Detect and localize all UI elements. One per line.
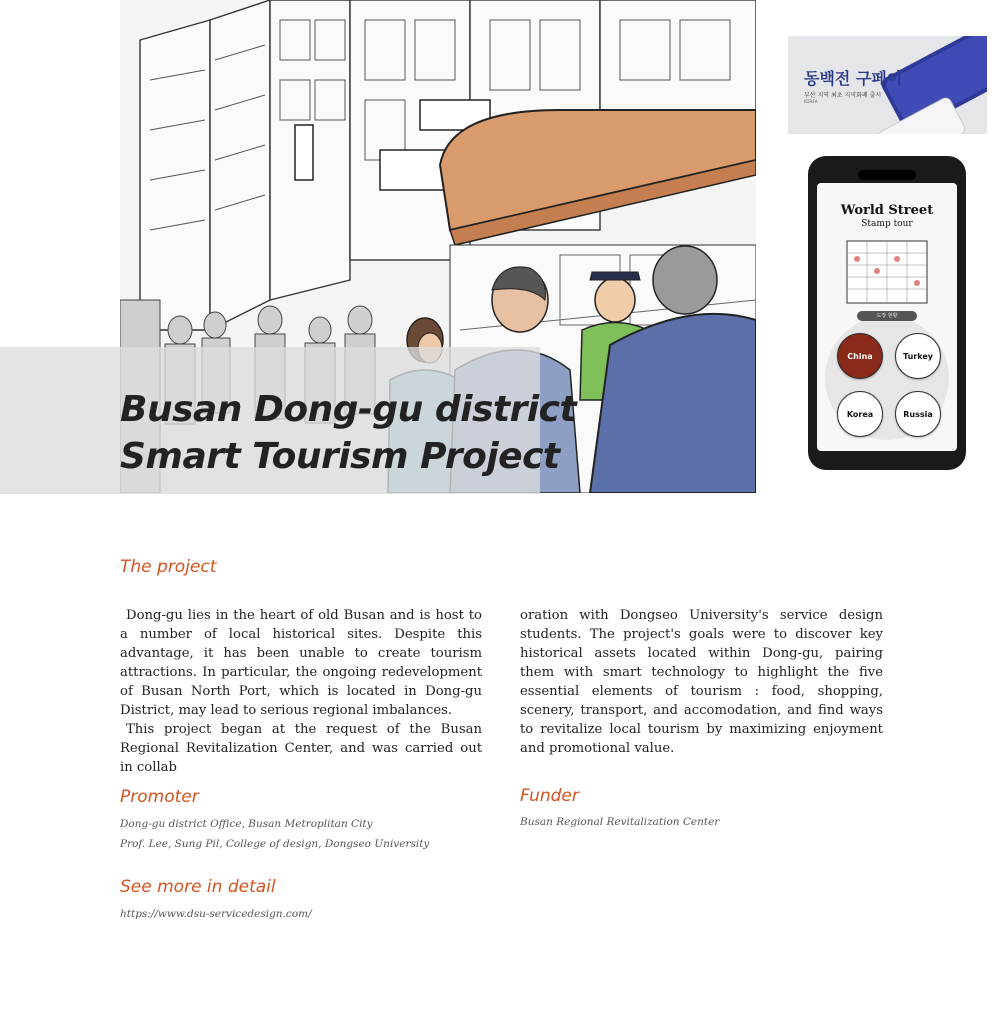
local-pay-card-image — [788, 36, 987, 134]
stamp-russia[interactable]: Russia — [895, 391, 941, 437]
stamp-status-pill: 도장 현황 — [876, 313, 898, 319]
pay-logo: 동백전 구페이 — [804, 69, 903, 88]
promoter-line-1: Dong-gu district Office, Busan Metroplitan City — [120, 818, 373, 830]
project-paragraph-1: Dong-gu lies in the heart of old Busan and is host to a number of local historical sites. Despite this advantage, it has been unable to create tourism attractions. In particular, the ongoing redevelopment of Busan North Port, which is located in Dong-gu District, may lead to serious regional imbalances. — [120, 608, 482, 718]
page-title-line1: Busan Dong-gu district — [120, 389, 577, 430]
project-text-column-1 — [120, 606, 482, 777]
stamp-turkey[interactable]: Turkey — [895, 333, 941, 379]
stamp-tour-subtitle: Stamp tour — [861, 219, 913, 229]
stamp-korea[interactable]: Korea — [837, 391, 883, 437]
stamp-tour-screen — [817, 183, 957, 451]
pay-subtitle: 부산 지역 최초 지역화폐 출시 — [804, 92, 882, 99]
detail-link[interactable]: https://www.dsu-servicedesign.com/ — [120, 908, 312, 920]
page-title-line2: Smart Tourism Project — [120, 436, 560, 477]
page-title — [120, 386, 576, 480]
stamp-china[interactable]: China — [837, 333, 883, 379]
funder-line-1: Busan Regional Revitalization Center — [520, 816, 720, 828]
project-paragraph-2: This project began at the request of the Busan Regional Revitalization Center, and was carried out in collab — [120, 722, 482, 775]
funder-heading: Funder — [520, 786, 579, 806]
promoter-heading: Promoter — [120, 787, 199, 807]
project-text-column-2 — [520, 606, 883, 758]
project-paragraph-3: oration with Dongseo University's service design students. The project's goals were to discover key historical assets located within Dong-gu, pairing them with smart technology to highlight the five essential elements of tourism : food, shopping, scenery, transport, and accomodation, and find ways to revitalize local tourism by maximizing enjoyment and promotional value. — [520, 608, 883, 756]
see-more-heading: See more in detail — [120, 877, 276, 897]
stamp-tour-title: World Street — [840, 203, 934, 218]
pay-small-label: KOREA — [804, 99, 818, 104]
promoter-line-2: Prof. Lee, Sung Pil, College of design, Dongseo University — [120, 838, 430, 850]
project-heading: The project — [120, 557, 217, 577]
